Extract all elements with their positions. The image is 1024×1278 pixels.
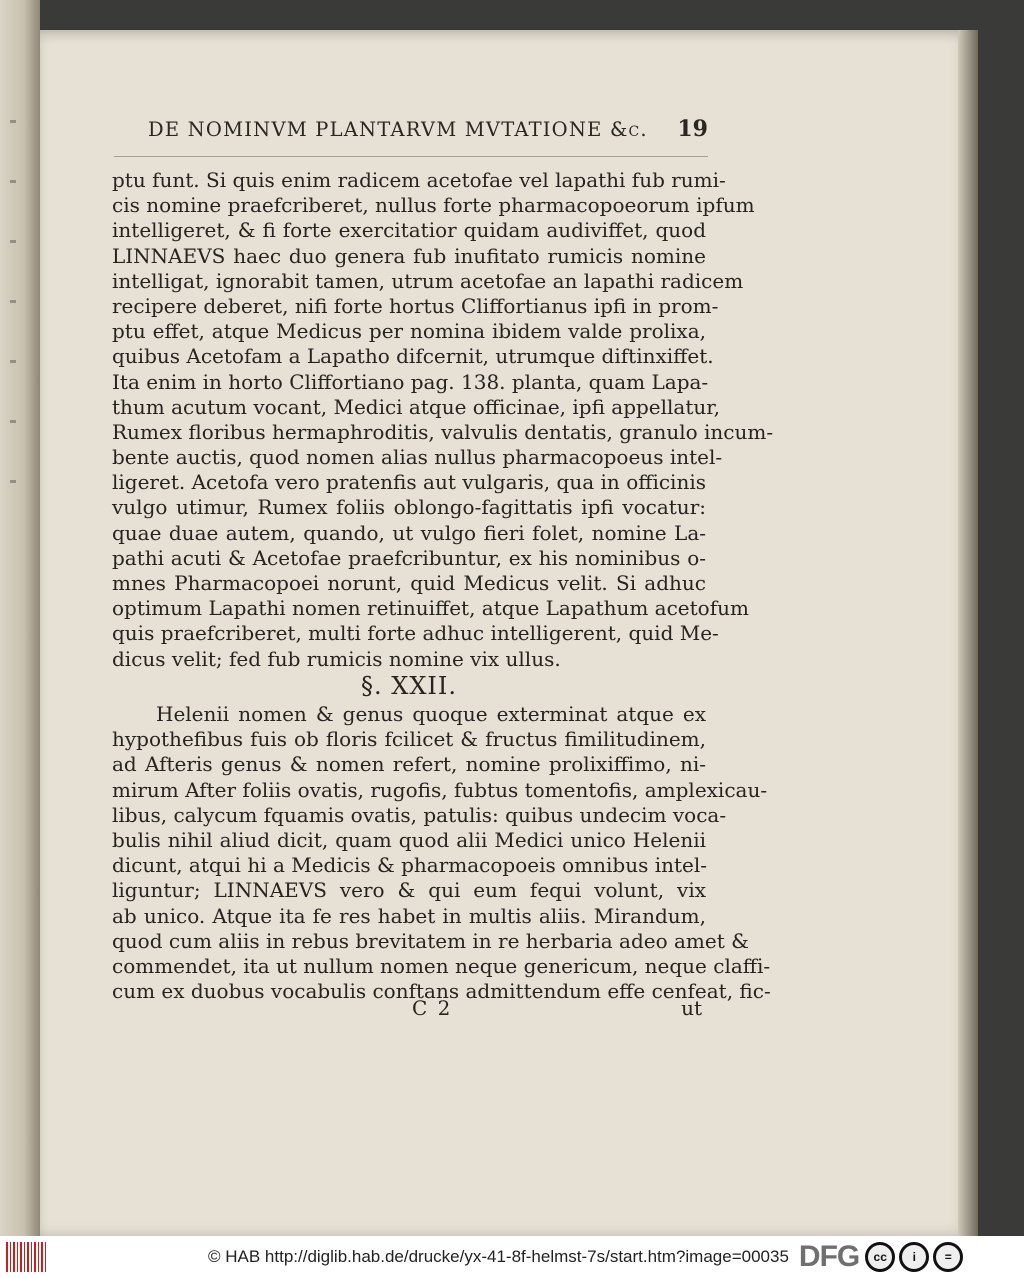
text-line: dicunt, atqui hi a Medicis & pharmacopoeis omnibus intel- — [112, 853, 708, 878]
text-line: quod cum aliis in rebus brevitatem in re herbaria adeo amet & — [112, 928, 749, 953]
license-icons[interactable] — [865, 1242, 963, 1272]
dfg-logo: DFG — [798, 1240, 860, 1273]
text-line: recipere deberet, nifi forte hortus Cliffortianus ipfi in prom- — [112, 293, 719, 318]
text-line: commendet, ita ut nullum nomen neque genericum, neque claffi- — [112, 953, 771, 978]
text-line: thum acutum vocant, Medici atque officinae, ipfi appellatur, — [112, 394, 720, 419]
text-line: libus, calycum fquamis ovatis, patulis: quibus undecim voca- — [112, 802, 727, 827]
text-line: hypothefibus fuis ob floris fcilicet & fructus fimilitudinem, — [112, 727, 706, 752]
binding-marks — [10, 120, 16, 500]
text-line: dicus velit; fed fub rumicis nomine vix ullus. — [112, 646, 561, 671]
sa-icon: = — [933, 1242, 963, 1272]
header-title: DE NOMINVM PLANTARVM MVTATIONE &c. — [148, 118, 648, 141]
copyright-url[interactable]: © HAB http://diglib.hab.de/drucke/yx-41-8f-helmst-7s/start.htm?image=00035 — [208, 1247, 789, 1266]
text-line: bulis nihil aliud dicit, quam quod alii Medici unico Helenii — [112, 827, 706, 852]
text-line: pathi acuti & Acetofae praefcribuntur, ex his nominibus o- — [112, 545, 706, 570]
section-heading: §. XXII. — [360, 672, 458, 700]
text-line: bente auctis, quod nomen alias nullus pharmacopoeus intel- — [112, 445, 723, 470]
text-line: ptu effet, atque Medicus per nomina ibidem valde prolixa, — [112, 319, 706, 344]
text-line: ligeret. Acetofa vero pratenfis aut vulgaris, qua in officinis — [112, 470, 706, 495]
text-line: cis nomine praefcriberet, nullus forte pharmacopoeorum ipfum — [112, 193, 755, 218]
signature-mark: C 2 — [412, 996, 453, 1020]
paragraph-block-2 — [112, 702, 771, 1004]
hab-logo-icon — [6, 1242, 48, 1272]
left-page-edge — [0, 0, 40, 1236]
page-footer — [112, 996, 706, 1026]
text-line: LINNAEVS haec duo genera fub inufitato rumicis nomine — [112, 243, 706, 268]
paragraph-block-1 — [112, 168, 774, 672]
by-icon: i — [899, 1242, 929, 1272]
text-line: cum ex duobus vocabulis conftans admittendum effe cenfeat, fic- — [112, 979, 771, 1004]
text-line: ab unico. Atque ita fe res habet in multis aliis. Mirandum, — [112, 903, 706, 928]
text-line: vulgo utimur, Rumex foliis oblongo-fagittatis ipfi vocatur: — [112, 495, 706, 520]
text-line: optimum Lapathi nomen retinuiffet, atque Lapathum acetofum — [112, 596, 749, 621]
header-rule — [114, 156, 708, 157]
page-number: 19 — [677, 116, 708, 142]
cc-icon: cc — [865, 1242, 895, 1272]
text-line: ad Afteris genus & nomen refert, nomine prolixiffimo, ni- — [112, 752, 706, 777]
viewer-footer-bar — [0, 1236, 1024, 1278]
text-line: ptu funt. Si quis enim radicem acetofae vel lapathi fub rumi- — [112, 168, 726, 192]
text-line: quae duae autem, quando, ut vulgo fieri folet, nomine La- — [112, 520, 706, 545]
text-line: Rumex floribus hermaphroditis, valvulis dentatis, granulo incum- — [112, 419, 774, 444]
text-line: Ita enim in horto Cliffortiano pag. 138. planta, quam Lapa- — [112, 369, 709, 394]
text-line: intelligat, ignorabit tamen, utrum acetofae an lapathi radicem — [112, 268, 744, 293]
text-line: Helenii nomen & genus quoque exterminat atque ex — [156, 702, 706, 726]
text-line: quibus Acetofam a Lapatho difcernit, utrumque diftinxiffet. — [112, 344, 714, 369]
text-line: mirum After foliis ovatis, rugofis, fubtus tomentofis, amplexicau- — [112, 777, 768, 802]
text-line: liguntur; LINNAEVS vero & qui eum fequi volunt, vix — [112, 878, 706, 903]
text-line: intelligeret, & fi forte exercitatior quidam audiviffet, quod — [112, 218, 706, 243]
running-header — [148, 116, 708, 142]
text-line: mnes Pharmacopoei norunt, quid Medicus velit. Si adhuc — [112, 571, 706, 595]
text-line: quis praefcriberet, multi forte adhuc intelligerent, quid Me- — [112, 621, 719, 646]
page-right-edge — [958, 30, 978, 1236]
catchword: ut — [681, 996, 702, 1020]
